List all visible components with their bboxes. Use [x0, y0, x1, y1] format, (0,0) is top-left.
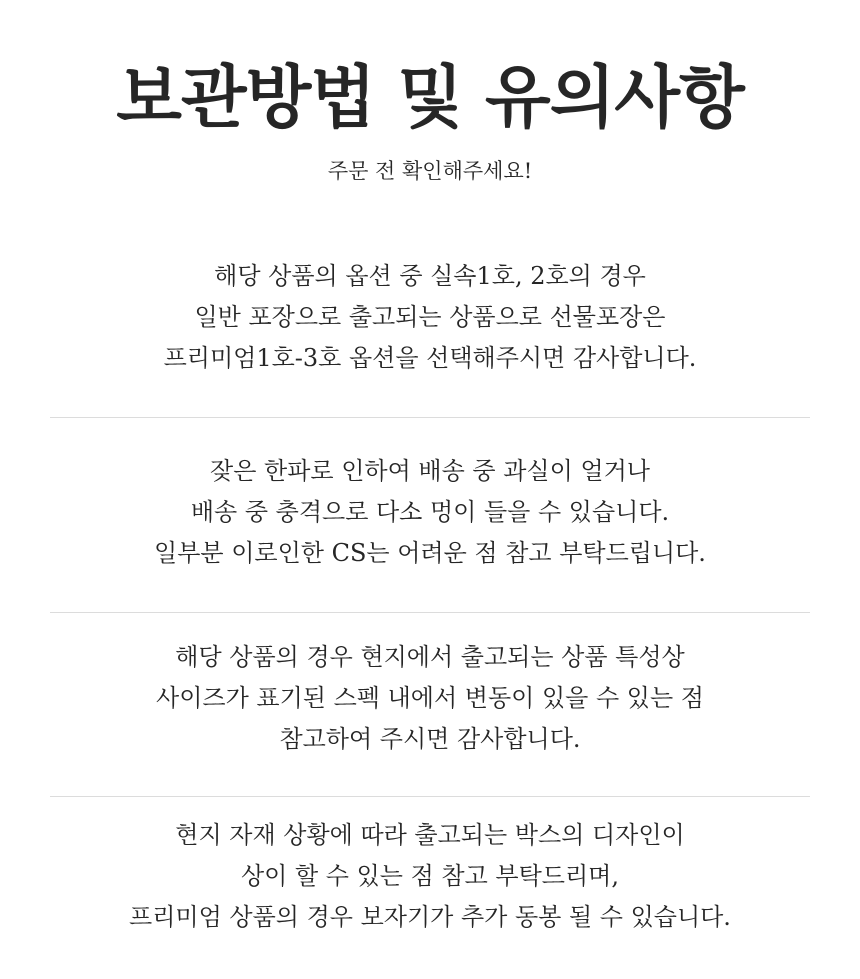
notice-block-option-packaging — [0, 256, 860, 379]
notice-block-size-variation — [0, 637, 860, 760]
notice-block-shipping-damage — [0, 451, 860, 574]
notice-line: 현지 자재 상황에 따라 출고되는 박스의 디자인이 — [175, 821, 685, 849]
notice-line: 일부분 이로인한 CS는 어려운 점 참고 부탁드립니다. — [154, 539, 706, 567]
notice-block-box-design — [0, 815, 860, 938]
notice-line: 상이 할 수 있는 점 참고 부탁드리며, — [241, 862, 619, 890]
notice-line: 잦은 한파로 인하여 배송 중 과실이 얼거나 — [210, 457, 650, 485]
section-divider — [50, 796, 810, 797]
notice-line: 사이즈가 표기된 스펙 내에서 변동이 있을 수 있는 점 — [156, 684, 704, 712]
notice-line: 프리미엄1호-3호 옵션을 선택해주시면 감사합니다. — [163, 344, 697, 372]
notice-line: 배송 중 충격으로 다소 멍이 들을 수 있습니다. — [190, 498, 670, 526]
page-title: 보관방법 및 유의사항 — [116, 58, 744, 138]
notice-line: 해당 상품의 옵션 중 실속1호, 2호의 경우 — [214, 262, 646, 290]
notice-line: 프리미엄 상품의 경우 보자기가 추가 동봉 될 수 있습니다. — [129, 903, 731, 931]
notice-line: 해당 상품의 경우 현지에서 출고되는 상품 특성상 — [175, 643, 685, 671]
notice-line: 일반 포장으로 출고되는 상품으로 선물포장은 — [194, 303, 666, 331]
page-subtitle: 주문 전 확인해주세요! — [327, 159, 533, 183]
section-divider — [50, 417, 810, 418]
notice-line: 참고하여 주시면 감사합니다. — [279, 725, 581, 753]
section-divider — [50, 612, 810, 613]
